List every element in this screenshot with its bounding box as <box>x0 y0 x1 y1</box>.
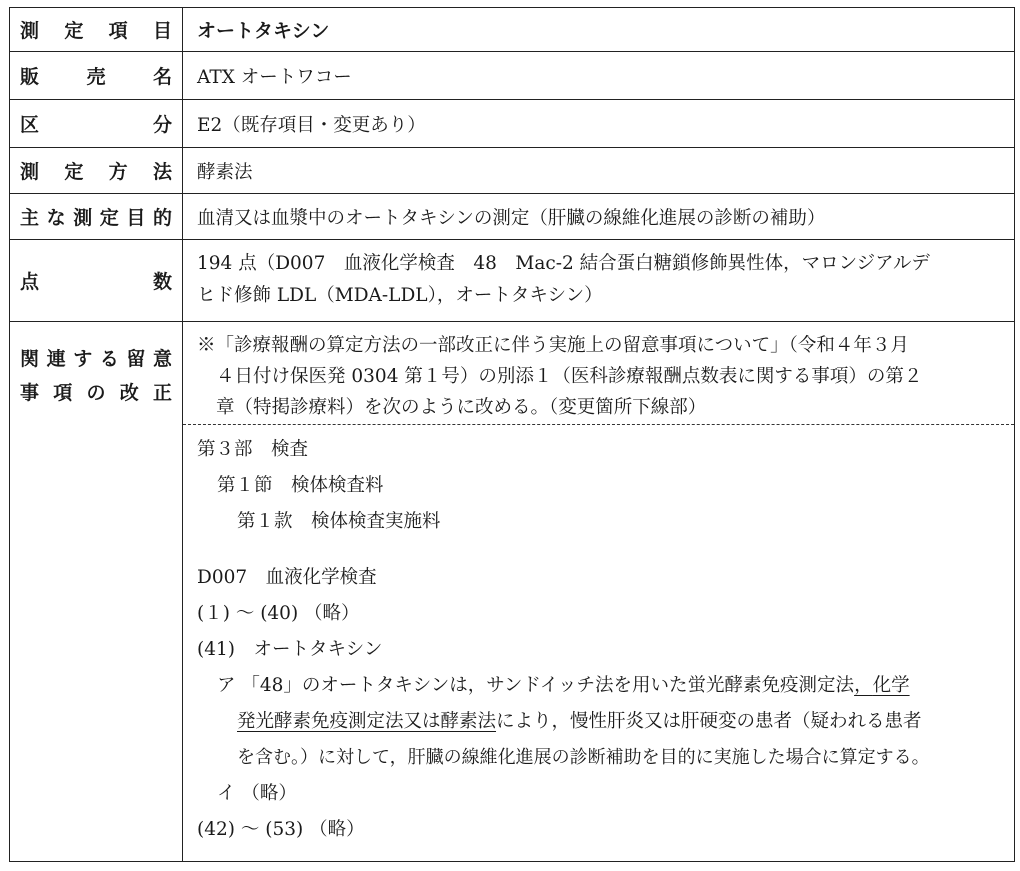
label-char: 測 <box>20 20 40 42</box>
value-purpose: 血清又は血漿中のオートタキシンの測定（肝臓の線維化進展の診断の補助） <box>197 207 826 229</box>
note-line-2: ４日付け保医発 0304 第１号）の別添１（医科診療報酬点数表に関する事項）の第２ <box>216 366 923 387</box>
part-heading: 第３部 検査 <box>197 439 309 460</box>
label-char: 連 <box>46 348 66 370</box>
row-product-name <box>10 52 1014 100</box>
label-char: 留 <box>126 348 146 370</box>
label-char: 数 <box>152 271 172 293</box>
label-method <box>10 148 183 193</box>
label-char: 目 <box>126 207 146 229</box>
label-char: す <box>73 348 93 370</box>
revision-body <box>197 432 1004 848</box>
value-points <box>197 248 1002 312</box>
clause-a-text: ア 「48」のオートタキシンは，サンドイッチ法を用いた蛍光酵素免疫測定法 <box>217 675 855 696</box>
label-char: な <box>46 207 66 229</box>
section-heading: 第１節 検体検査料 <box>217 475 384 496</box>
label-char: 主 <box>20 207 40 229</box>
label-char: 意 <box>152 348 172 370</box>
value-category: E2（既存項目・変更あり） <box>197 114 426 136</box>
label-char: 項 <box>53 382 73 404</box>
label-purpose <box>10 194 183 239</box>
item-heading: D007 血液化学検査 <box>197 567 377 588</box>
row-purpose <box>10 194 1014 240</box>
label-char: 測 <box>20 161 40 183</box>
dashed-divider <box>183 424 1014 425</box>
label-char: 事 <box>20 382 40 404</box>
label-char: 販 <box>20 66 40 88</box>
label-char: 定 <box>64 161 84 183</box>
spacer <box>197 540 1004 560</box>
underlined-text: ， <box>854 675 873 696</box>
label-char: 正 <box>152 382 172 404</box>
label-char: る <box>99 348 119 370</box>
value-points-line-1: 194 点（D007 血液化学検査 48 Mac-2 結合蛋白糖鎖修飾異性体，マロンジアルデ <box>197 253 930 274</box>
label-points <box>10 240 183 321</box>
underlined-text: 発光酵素免疫測定法又は酵素法 <box>237 711 497 732</box>
label-category <box>10 100 183 147</box>
clause-i: イ （略） <box>217 783 297 804</box>
row-category <box>10 100 1014 148</box>
row-measurement-item <box>10 8 1014 52</box>
label-char: 定 <box>99 207 119 229</box>
note-line-3: 章（特掲診療料）を次のように改める。（変更箇所下線部） <box>216 397 707 418</box>
note-line-1: ※「診療報酬の算定方法の一部改正に伴う実施上の留意事項について」（令和４年３月 <box>197 335 909 356</box>
label-char: 区 <box>20 114 40 136</box>
range-1: (１) ～ (40) （略） <box>197 603 360 624</box>
label-char: 目 <box>152 20 172 42</box>
label-measurement-item <box>10 8 183 51</box>
clause-a-text: により，慢性肝炎又は肝硬変の患者（疑われる患者 <box>496 711 922 732</box>
label-related-revision <box>10 322 183 861</box>
label-char: 的 <box>152 207 172 229</box>
range-2: (42) ～ (53) （略） <box>197 819 365 840</box>
label-char: 売 <box>86 66 106 88</box>
clause-a-line-3: を含む。）に対して，肝臓の線維化進展の診断補助を目的に実施した場合に算定する。 <box>237 747 930 768</box>
label-char: 方 <box>108 161 128 183</box>
item-41: (41) オートタキシン <box>197 639 383 660</box>
label-char: 法 <box>152 161 172 183</box>
label-char: の <box>86 382 106 404</box>
clause-a-line-2 <box>197 704 1004 740</box>
label-char: 測 <box>73 207 93 229</box>
label-char: 点 <box>20 271 40 293</box>
underlined-text: 化学 <box>872 675 910 696</box>
revision-note <box>197 330 1002 423</box>
label-char: 定 <box>64 20 84 42</box>
label-char: 関 <box>20 348 40 370</box>
label-char: 項 <box>108 20 128 42</box>
label-char: 分 <box>152 114 172 136</box>
row-method <box>10 148 1014 194</box>
value-product-name: ATX オートワコー <box>197 66 352 88</box>
value-method: 酵素法 <box>197 161 253 183</box>
label-product-name <box>10 52 183 99</box>
subsection-heading: 第１款 検体検査実施料 <box>237 511 441 532</box>
row-points <box>10 240 1014 322</box>
clause-a-line-1 <box>197 668 1004 704</box>
value-points-line-2: ヒド修飾 LDL（MDA-LDL），オートタキシン） <box>197 285 603 306</box>
value-measurement-item: オートタキシン <box>197 20 330 42</box>
label-char: 名 <box>152 66 172 88</box>
document-table <box>9 7 1015 862</box>
label-char: 改 <box>119 382 139 404</box>
